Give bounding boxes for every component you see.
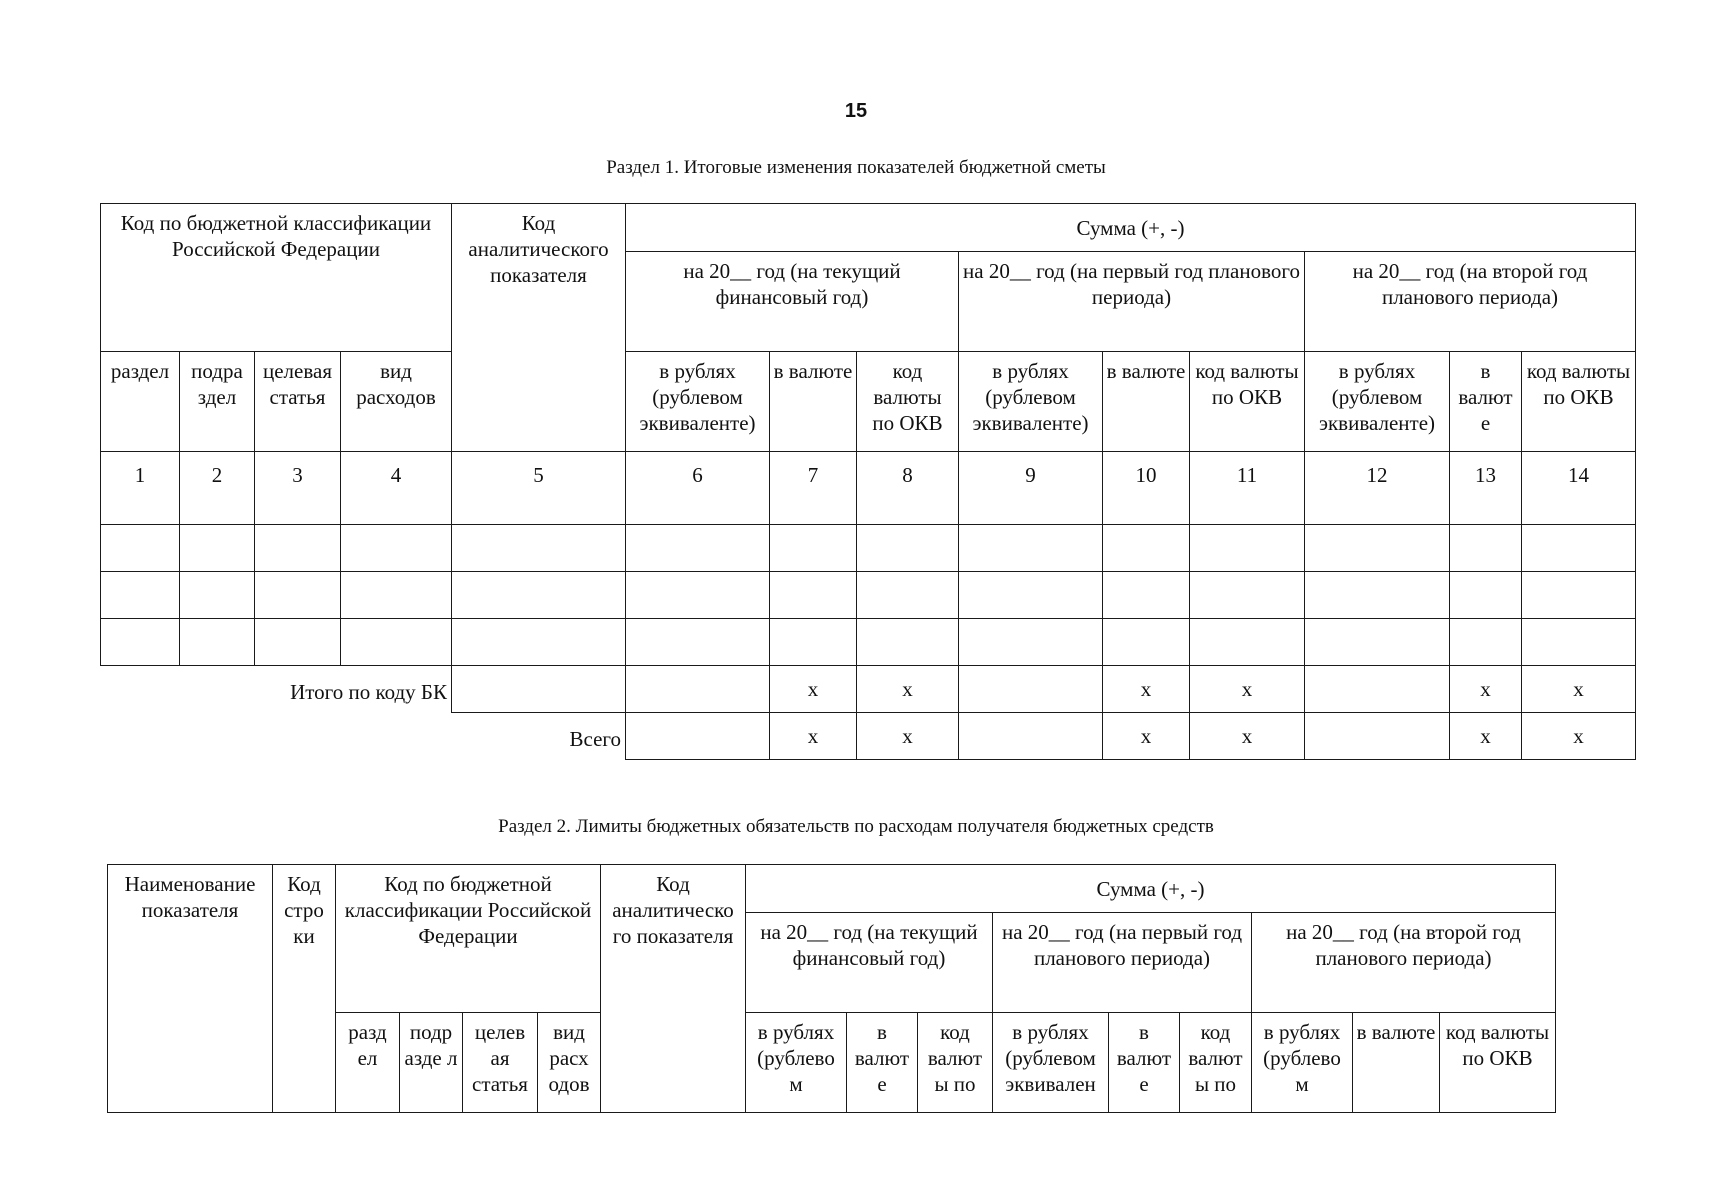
table-cell[interactable] [626,666,770,713]
table-row [101,572,1636,619]
table-cell[interactable] [101,619,180,666]
header-summa: Сумма (+, -) [626,204,1636,252]
table-cell[interactable] [341,572,452,619]
y3-kod: код валюты по ОКВ [1440,1013,1556,1113]
column-number: 7 [770,452,857,525]
page-number: 15 [844,100,868,122]
x-mark: x [1190,666,1305,713]
column-number: 10 [1103,452,1190,525]
header-kod-bk: Код по бюджетной классификации Российской Федерации [336,865,601,1013]
y1-kod: код валюты по ОКВ [857,352,959,452]
x-mark: x [1103,713,1190,760]
table-cell[interactable] [1450,525,1522,572]
section1-table [100,203,1636,760]
table-cell[interactable] [626,713,770,760]
table-cell[interactable] [626,572,770,619]
column-number: 4 [341,452,452,525]
y1-val: в валюте [770,352,857,452]
y2-val: в валют е [1109,1013,1180,1113]
section1-caption: Раздел 1. Итоговые изменения показателей бюджетной сметы [606,157,1106,178]
table-cell[interactable] [1522,619,1636,666]
table-cell[interactable] [1450,619,1522,666]
table-cell[interactable] [341,525,452,572]
itogo-label: Итого по коду БК [290,680,447,705]
column-number: 14 [1522,452,1636,525]
table-cell[interactable] [1190,525,1305,572]
y2-rub: в рублях (рублевом эквивален [993,1013,1109,1113]
header-kod-analytic: Код аналитического показателя [452,204,626,452]
itogo-row [101,666,1636,713]
table-cell[interactable] [1103,572,1190,619]
y1-rub: в рублях (рублевом эквиваленте) [626,352,770,452]
column-number: 1 [101,452,180,525]
subheader-celevaya: целев ая статья [463,1013,538,1113]
table-cell[interactable] [1190,619,1305,666]
table-row [101,525,1636,572]
x-mark: x [1522,666,1636,713]
table-cell[interactable] [341,619,452,666]
header-summa: Сумма (+, -) [746,865,1556,913]
y1-rub: в рублях (рублево м [746,1013,847,1113]
table-cell[interactable] [180,619,255,666]
table-cell[interactable] [1305,666,1450,713]
table-cell[interactable] [770,572,857,619]
subheader-razdel: разд ел [336,1013,400,1113]
table-cell[interactable] [1103,525,1190,572]
x-mark: x [770,713,857,760]
table-row [101,619,1636,666]
column-number: 5 [452,452,626,525]
subheader-podrazdel: подр азде л [400,1013,463,1113]
y2-kod: код валюты по ОКВ [1190,352,1305,452]
header-kod-bk: Код по бюджетной классификации Российской Федерации [101,204,452,352]
table-cell[interactable] [626,619,770,666]
x-mark: x [1450,666,1522,713]
table-cell[interactable] [857,525,959,572]
y3-rub: в рублях (рублевом эквиваленте) [1305,352,1450,452]
table-cell[interactable] [1450,572,1522,619]
table-cell[interactable] [101,572,180,619]
column-number: 11 [1190,452,1305,525]
table-cell[interactable] [1522,525,1636,572]
header-naimenovanie: Наименование показателя [108,865,273,1113]
column-number: 2 [180,452,255,525]
table-cell[interactable] [255,572,341,619]
table-cell[interactable] [180,525,255,572]
column-number-row [101,452,1636,525]
x-mark: x [857,666,959,713]
subheader-vid: вид расх одов [538,1013,601,1113]
header-kod-stroki: Код стро ки [273,865,336,1113]
vsego-label: Всего [569,727,621,752]
table-cell[interactable] [452,619,626,666]
subheader-podrazdel: подра здел [180,352,255,452]
vsego-row [101,713,1636,760]
x-mark: x [1522,713,1636,760]
header-year-plan2: на 20__ год (на второй год планового периода) [1305,252,1636,352]
y2-kod: код валют ы по [1180,1013,1252,1113]
table-cell[interactable] [959,666,1103,713]
column-number: 8 [857,452,959,525]
x-mark: x [1190,713,1305,760]
section2-table [107,864,1556,1113]
x-mark: x [1103,666,1190,713]
table-cell[interactable] [1305,619,1450,666]
subheader-celevaya: целевая статья [255,352,341,452]
y3-val: в валюте [1353,1013,1440,1113]
header-year-current: на 20__ год (на текущий финансовый год) [626,252,959,352]
x-mark: x [857,713,959,760]
table-cell[interactable] [1103,619,1190,666]
table-cell[interactable] [857,619,959,666]
table-cell[interactable] [959,572,1103,619]
table-cell[interactable] [1305,525,1450,572]
subheader-vid: вид расходов [341,352,452,452]
x-mark: x [770,666,857,713]
header-year-current: на 20__ год (на текущий финансовый год) [746,913,993,1013]
header-year-plan1: на 20__ год (на первый год планового периода) [993,913,1252,1013]
y3-rub: в рублях (рублево м [1252,1013,1353,1113]
table-cell[interactable] [959,713,1103,760]
y2-rub: в рублях (рублевом эквиваленте) [959,352,1103,452]
y2-val: в валюте [1103,352,1190,452]
column-number: 3 [255,452,341,525]
y1-val: в валют е [847,1013,918,1113]
y3-kod: код валюты по ОКВ [1522,352,1636,452]
column-number: 13 [1450,452,1522,525]
table-cell[interactable] [1190,572,1305,619]
table-cell[interactable] [626,525,770,572]
header-kod-analytic: Код аналитическо го показателя [601,865,746,1113]
y1-kod: код валют ы по [918,1013,993,1113]
table-cell[interactable] [452,572,626,619]
table-cell[interactable] [255,619,341,666]
table-cell[interactable] [1522,572,1636,619]
table-cell[interactable] [959,525,1103,572]
column-number: 6 [626,452,770,525]
header-year-plan1: на 20__ год (на первый год планового периода) [959,252,1305,352]
header-year-plan2: на 20__ год (на второй год планового периода) [1252,913,1556,1013]
table-cell[interactable] [770,525,857,572]
table-cell[interactable] [857,572,959,619]
table-cell[interactable] [959,619,1103,666]
table-cell[interactable] [770,619,857,666]
table-cell[interactable] [255,525,341,572]
y3-val: в валют е [1450,352,1522,452]
column-number: 9 [959,452,1103,525]
table-cell[interactable] [101,525,180,572]
table-cell[interactable] [452,666,626,713]
table-cell[interactable] [1305,572,1450,619]
x-mark: x [1450,713,1522,760]
table-cell[interactable] [452,525,626,572]
table-cell[interactable] [1305,713,1450,760]
section2-caption: Раздел 2. Лимиты бюджетных обязательств по расходам получателя бюджетных средств [498,816,1214,837]
subheader-razdel: раздел [101,352,180,452]
table-cell[interactable] [180,572,255,619]
column-number: 12 [1305,452,1450,525]
